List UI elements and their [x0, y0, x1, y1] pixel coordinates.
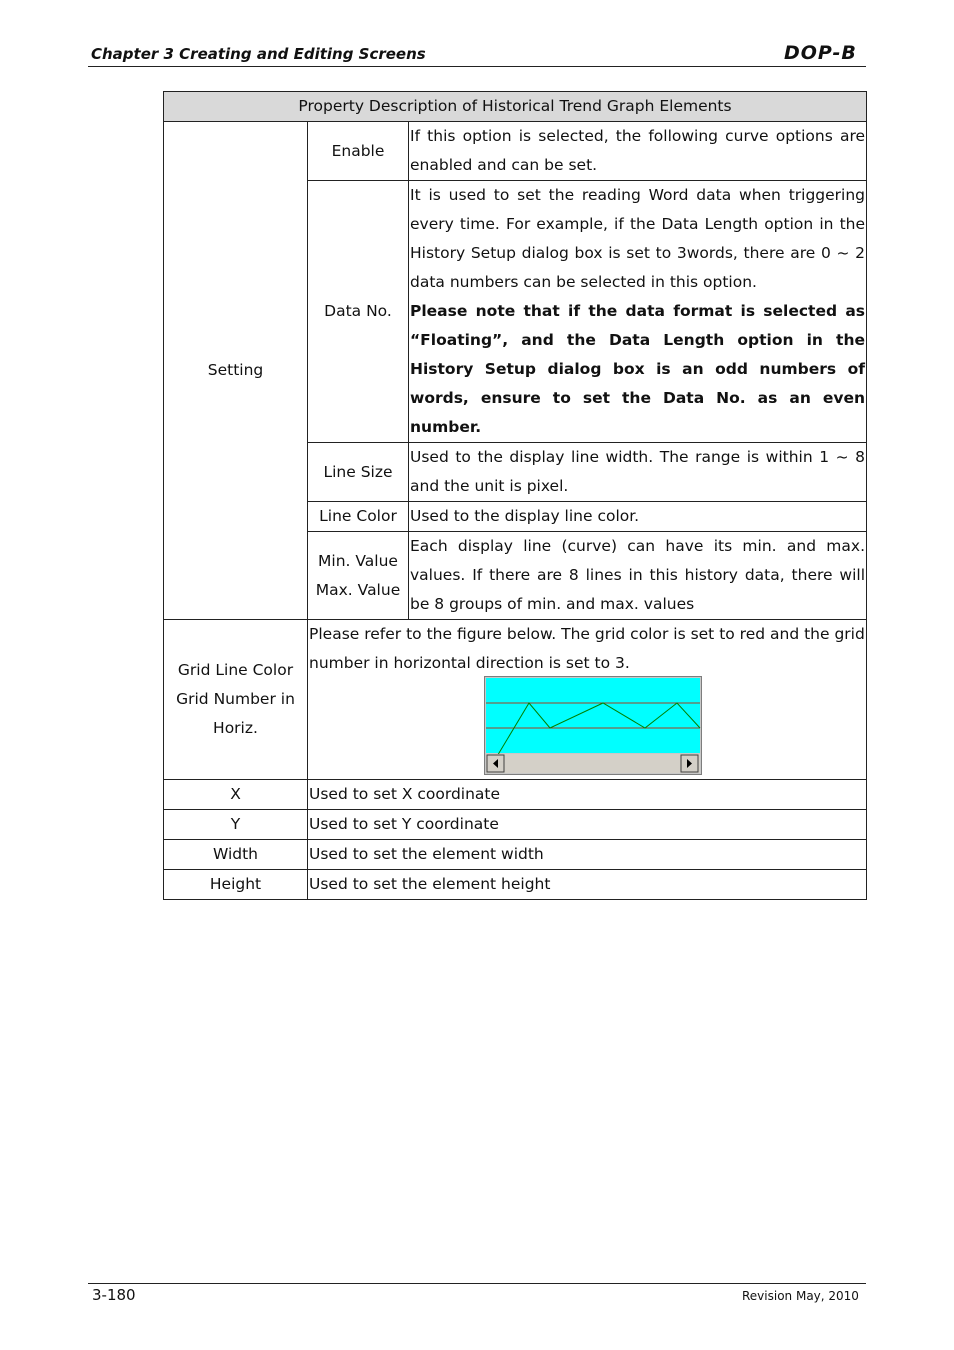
data-no-note: Please note that if the data format is selected as “Floating”, and the Data Length option in the History Setup dialog box is an odd numbers of words, ensure to set the Data No. as an even number. — [410, 302, 866, 436]
line-color-label: Line Color — [308, 502, 409, 532]
revision-date: Revision May, 2010 — [742, 1289, 859, 1303]
enable-desc: If this option is selected, the following curve options are enabled and can be set. — [409, 122, 867, 181]
trend-figure-wrap — [309, 678, 865, 777]
product-logo: DOP-B — [784, 42, 857, 64]
scroll-right-arrow-icon — [681, 755, 698, 772]
grid-number-label: Grid Number in Horiz. — [176, 690, 295, 737]
footer-rule — [88, 1283, 866, 1284]
table-row-x — [164, 780, 867, 810]
min-max-label — [308, 532, 409, 620]
table-row-width — [164, 840, 867, 870]
table-row-height — [164, 870, 867, 900]
grid-desc: Please refer to the figure below. The grid color is set to red and the grid number in horizontal direction is set to 3. — [309, 625, 865, 672]
header-rule — [88, 66, 866, 67]
min-max-desc: Each display line (curve) can have its min. and max. values. If there are 8 lines in this history data, there will be 8 groups of min. and max. values — [409, 532, 867, 620]
min-value-label: Min. Value — [318, 551, 398, 570]
width-label: Width — [164, 840, 308, 870]
table-row-y — [164, 810, 867, 840]
page-number: 3-180 — [92, 1286, 136, 1304]
table-title: Property Description of Historical Trend Graph Elements — [164, 92, 867, 122]
table-title-row — [164, 92, 867, 122]
trend-graph-background — [486, 678, 700, 753]
table-row-enable — [164, 122, 867, 181]
property-table — [163, 91, 867, 900]
trend-graph-figure — [484, 676, 702, 775]
grid-cell — [308, 620, 867, 780]
y-label: Y — [164, 810, 308, 840]
chapter-title: Chapter 3 Creating and Editing Screens — [91, 45, 426, 63]
height-label: Height — [164, 870, 308, 900]
line-color-desc: Used to the display line color. — [409, 502, 867, 532]
grid-label — [164, 620, 308, 780]
enable-label: Enable — [308, 122, 409, 181]
grid-line-color-label: Grid Line Color — [177, 661, 294, 679]
max-value-label: Max. Value — [315, 580, 401, 599]
table-row-grid — [164, 620, 867, 780]
line-size-desc: Used to the display line width. The range is within 1 ~ 8 and the unit is pixel. — [409, 443, 867, 502]
scrollbar-track — [486, 754, 700, 773]
x-label: X — [164, 780, 308, 810]
line-size-label: Line Size — [308, 443, 409, 502]
data-no-desc: It is used to set the reading Word data when triggering every time. For example, if the Data Length option in the History Setup dialog box is set to 3words, there are 0 ~ 2 data numbers can be selected in this option. — [410, 186, 866, 291]
setting-label: Setting — [164, 122, 308, 620]
y-desc: Used to set Y coordinate — [308, 810, 867, 840]
data-no-cell — [409, 181, 867, 443]
data-no-label: Data No. — [308, 181, 409, 443]
x-desc: Used to set X coordinate — [308, 780, 867, 810]
scroll-left-arrow-icon — [487, 755, 504, 772]
width-desc: Used to set the element width — [308, 840, 867, 870]
height-desc: Used to set the element height — [308, 870, 867, 900]
